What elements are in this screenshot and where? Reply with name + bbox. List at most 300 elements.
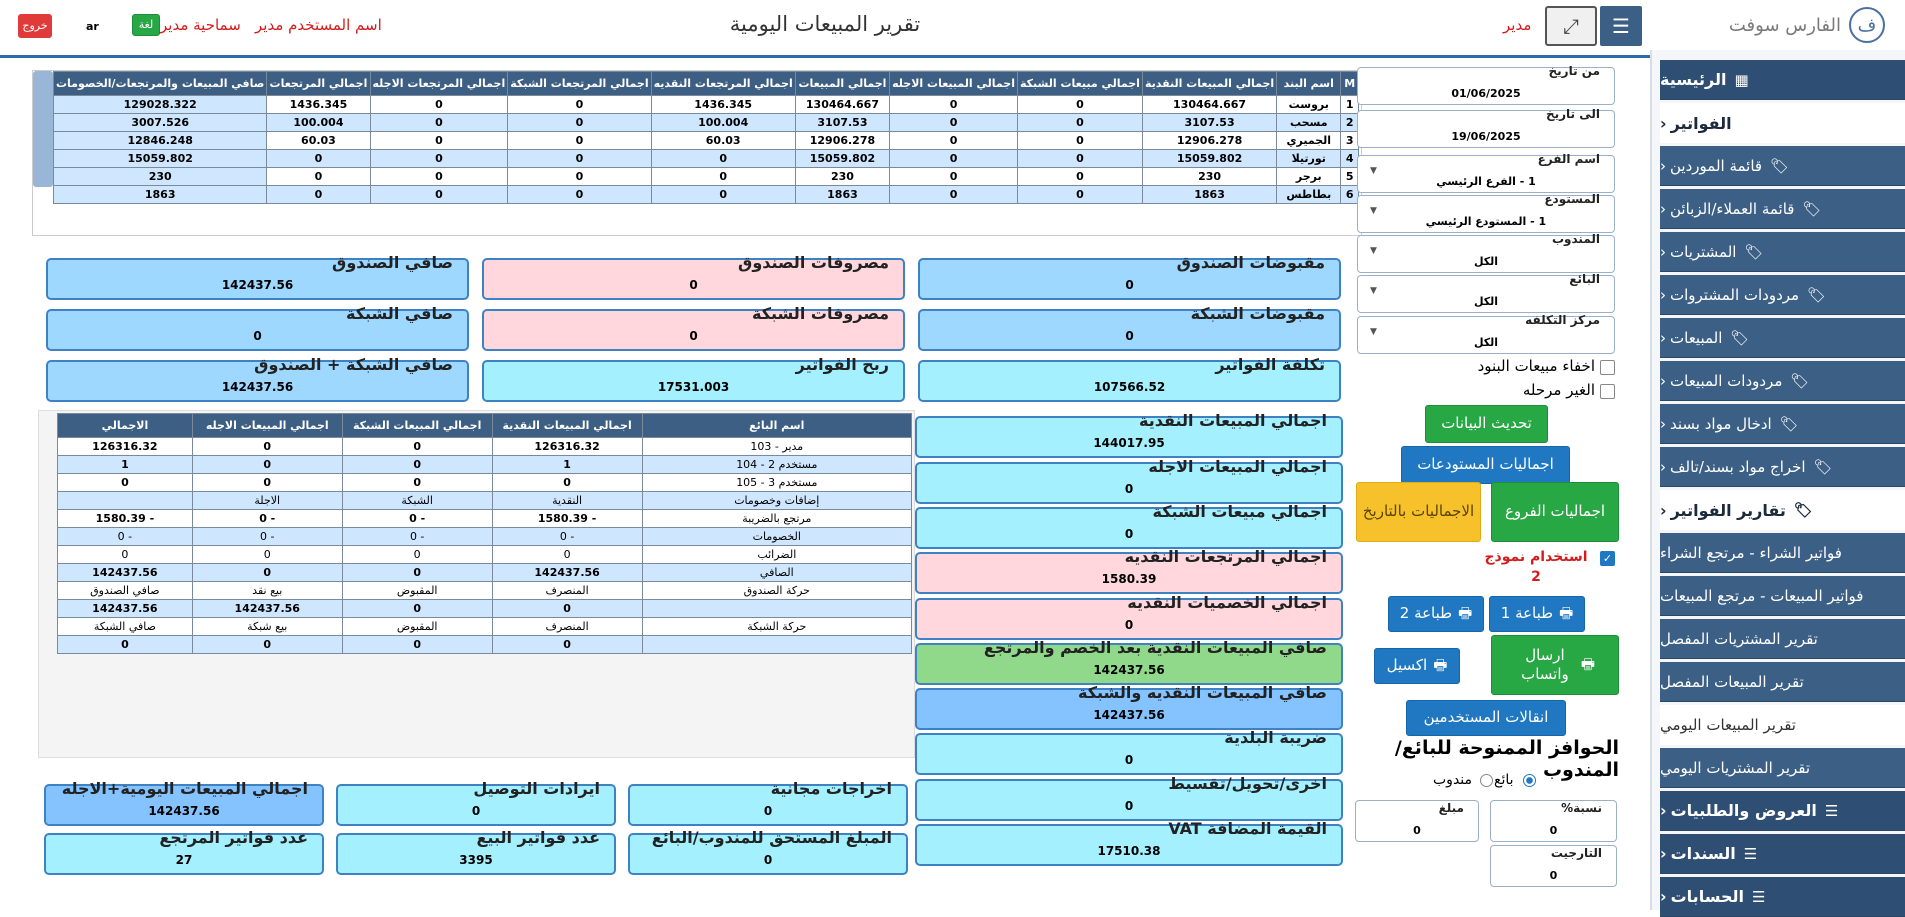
rep-radio-label: مندوب	[1433, 772, 1473, 788]
total-box	[915, 728, 1343, 775]
seller-radio-label: بائع	[1494, 772, 1514, 788]
table-cell: مرتجع بالضريبة	[642, 510, 911, 528]
table-cell: بيع نقد	[192, 582, 342, 600]
table-cell: 0	[508, 114, 651, 132]
table-cell: المنصرف	[492, 582, 642, 600]
sidebar-item[interactable]	[1660, 103, 1905, 143]
total-label: القيمة المضافة VAT	[1168, 819, 1327, 838]
table-cell: 0	[890, 168, 1018, 186]
date-totals-button[interactable]: الاجماليات بالتاريخ	[1356, 482, 1481, 542]
sidebar-item-label: الفواتير	[1670, 113, 1732, 133]
sidebar-item[interactable]	[1660, 877, 1905, 917]
total-value: 1580.39	[1101, 572, 1157, 586]
list-icon: ☰	[1752, 887, 1766, 906]
table-cell: 0 -	[192, 510, 342, 528]
sidebar-item[interactable]	[1660, 490, 1905, 530]
table-cell: 1	[492, 456, 642, 474]
sidebar-item[interactable]	[1660, 791, 1905, 831]
tag-icon: 🏷	[1779, 414, 1799, 433]
sidebar-item[interactable]	[1660, 834, 1905, 874]
table-cell: 0	[508, 186, 651, 204]
cash-box-value: 0	[1125, 278, 1134, 292]
total-label: ضريبة البلدية	[1224, 728, 1327, 747]
tag-icon: 🏷	[1730, 328, 1750, 347]
table-cell: إضافات وخصومات	[642, 492, 911, 510]
bottom-label: ايرادات التوصيل	[473, 779, 600, 798]
sidebar-item[interactable]	[1660, 748, 1905, 788]
table-row[interactable]	[54, 114, 1359, 132]
tag-icon: 🏷	[1807, 285, 1827, 304]
table-cell: 0 -	[342, 510, 492, 528]
cash-box-value: 17531.003	[657, 380, 730, 394]
amount-field[interactable]	[1355, 800, 1479, 842]
table-cell: 12906.278	[1142, 132, 1276, 150]
language-code[interactable]: ar	[86, 20, 99, 33]
table-cell: 0	[651, 150, 795, 168]
table-cell: 0	[1017, 114, 1142, 132]
user-name: اسم المستخدم مدير	[255, 16, 382, 34]
filter-value: الكل	[1473, 295, 1499, 308]
filter-label: الى تاريخ	[1545, 107, 1600, 121]
table-cell: 1863	[795, 186, 889, 204]
table-row[interactable]	[58, 492, 912, 510]
target-value: 0	[1549, 869, 1558, 882]
total-label: اجمالي المبيعات الاجله	[1148, 457, 1327, 476]
list-icon: ☰	[1743, 844, 1758, 863]
table-cell: 0	[1017, 168, 1142, 186]
table-cell: 142437.56	[492, 564, 642, 582]
sidebar-item-label: الرئيسية	[1660, 70, 1727, 89]
list-icon: ☰	[1824, 801, 1839, 820]
table-cell: 0	[342, 474, 492, 492]
sidebar-item-label: ادخال مواد بسند	[1670, 414, 1772, 433]
total-box	[915, 411, 1343, 458]
chevron-icon: ‹	[1660, 844, 1667, 863]
sidebar-item[interactable]	[1660, 275, 1905, 315]
whatsapp-button[interactable]	[1491, 635, 1619, 695]
role-label: مدير	[1503, 16, 1532, 34]
table-cell: 0	[508, 132, 651, 150]
table-cell: 0	[267, 168, 370, 186]
printer-icon: 🖶	[1433, 656, 1448, 675]
total-box	[915, 593, 1343, 640]
page-title: تقرير المبيعات اليومية	[729, 12, 921, 36]
table-cell: 230	[795, 168, 889, 186]
table-cell: الشبكة	[342, 492, 492, 510]
table-row[interactable]	[58, 600, 912, 618]
hamburger-icon: ☰	[1612, 14, 1630, 38]
sidebar-item[interactable]	[1660, 232, 1905, 272]
table-cell: 0	[370, 150, 508, 168]
language-button[interactable]: لغة	[132, 14, 160, 36]
cash-box-label: ربح الفواتير	[795, 355, 889, 374]
cash-box-value: 107566.52	[1093, 380, 1166, 394]
hide-items-checkbox[interactable]	[1600, 360, 1615, 375]
percent-value: 0	[1549, 824, 1558, 837]
table-cell: 15059.802	[1142, 150, 1276, 168]
sidebar-item[interactable]	[1660, 404, 1905, 444]
sidebar-item[interactable]	[1660, 318, 1905, 358]
total-box	[915, 502, 1343, 549]
logout-button[interactable]: خروج	[18, 14, 52, 38]
column-header: اجمالي المبيعات الشبكة	[342, 414, 492, 438]
sidebar-item[interactable]	[1660, 533, 1905, 573]
expand-icon: ⤢	[1563, 14, 1579, 38]
column-header: M	[1341, 72, 1359, 96]
chevron-icon: ‹	[1660, 285, 1666, 304]
column-header: اجمالي المبيعات	[795, 72, 889, 96]
chevron-icon: ‹	[1660, 500, 1667, 520]
print1-button[interactable]	[1489, 596, 1585, 632]
table-row[interactable]	[58, 582, 912, 600]
excel-label: اكسيل	[1386, 656, 1428, 675]
cash-box	[46, 253, 469, 300]
table-row[interactable]	[54, 168, 1359, 186]
table-row[interactable]	[54, 186, 1359, 204]
incentives-title: الحوافز الممنوحة للبائع/المندوب	[1394, 737, 1619, 781]
table-cell: 0	[267, 186, 370, 204]
printer-icon: 🖶	[1458, 604, 1473, 623]
user-transfers-button[interactable]: انقالات المستخدمين	[1406, 700, 1566, 736]
table-cell: تورتيلا	[1277, 150, 1341, 168]
tag-icon: 🏷	[1802, 199, 1822, 218]
home-icon: ▦	[1734, 70, 1749, 89]
bottom-value: 142437.56	[148, 804, 220, 818]
table-cell: 60.03	[267, 132, 370, 150]
table-cell: 0	[370, 96, 508, 114]
column-header: اجمالي المرتجعات الاجله	[370, 72, 508, 96]
sidebar-item[interactable]	[1660, 60, 1905, 100]
bottom-box	[336, 779, 616, 826]
tag-icon: 🏷	[1744, 242, 1764, 261]
table-cell	[58, 492, 193, 510]
total-label: اجمالي المبيعات النقدية	[1139, 411, 1327, 430]
filter-branch[interactable]	[1357, 152, 1615, 193]
items-table-scroll[interactable]	[32, 70, 1362, 236]
table-cell: 126316.32	[58, 438, 193, 456]
table-row[interactable]	[58, 474, 912, 492]
sidebar-item-label: فواتير المبيعات - مرتجع المبيعات	[1660, 586, 1864, 605]
cash-box-value: 0	[689, 278, 698, 292]
bottom-box	[628, 779, 908, 826]
table-cell: 142437.56	[192, 600, 342, 618]
table-cell: 15059.802	[795, 150, 889, 168]
tag-icon: 🏷	[1790, 371, 1810, 390]
table-cell: 142437.56	[58, 600, 193, 618]
table-row[interactable]	[54, 96, 1359, 114]
table-cell: برجر	[1277, 168, 1341, 186]
table-cell: 0	[192, 456, 342, 474]
total-value: 17510.38	[1097, 844, 1161, 858]
cash-box	[918, 253, 1341, 300]
sidebar-item-label: تقرير المبيعات اليومي	[1660, 716, 1796, 734]
cash-box-value: 0	[689, 329, 698, 343]
table-cell: 0	[1017, 150, 1142, 168]
seller-radio[interactable]	[1523, 774, 1536, 787]
sidebar-item-label: الحسابات	[1670, 887, 1744, 906]
total-box	[915, 547, 1343, 594]
table-cell: 0	[890, 186, 1018, 204]
unposted-checkbox[interactable]	[1600, 384, 1615, 399]
branch-totals-button[interactable]: اجماليات الفروع	[1491, 482, 1619, 542]
table-cell: 0	[890, 132, 1018, 150]
sidebar-item[interactable]	[1660, 146, 1905, 186]
tag-icon: 🏷	[1793, 501, 1813, 519]
column-header: اجمالي المبيعات الاجله	[890, 72, 1018, 96]
table-cell: صافي الشبكة	[58, 618, 193, 636]
table-cell: 0	[370, 168, 508, 186]
column-header: اجمالي المرتجعات	[267, 72, 370, 96]
total-label: اجمالي مبيعات الشبكة	[1152, 502, 1327, 521]
cash-box	[46, 304, 469, 351]
table-cell: 0	[342, 546, 492, 564]
cash-box	[46, 355, 469, 402]
sidebar	[1650, 0, 1905, 910]
brand-name: الفارس سوفت	[1728, 14, 1841, 36]
table-cell: 6	[1341, 186, 1359, 204]
table-cell: بطاطس	[1277, 186, 1341, 204]
table-cell: 15059.802	[54, 150, 267, 168]
table-cell: 0	[890, 96, 1018, 114]
fullscreen-button[interactable]	[1545, 6, 1597, 46]
total-label: اخرى/تحويل/تقسيط	[1168, 774, 1327, 793]
seller-table-wrap	[38, 410, 915, 758]
table-cell: 100.004	[267, 114, 370, 132]
table-cell: 230	[54, 168, 267, 186]
filter-label: المندوب	[1551, 232, 1600, 246]
sidebar-item-label: تقرير المشتريات المفصل	[1660, 629, 1818, 648]
sidebar-item[interactable]	[1660, 189, 1905, 229]
table-cell: 130464.667	[1142, 96, 1276, 114]
sidebar-item-label: السندات	[1670, 844, 1736, 863]
table-cell: 0	[58, 546, 193, 564]
percent-field[interactable]	[1490, 800, 1617, 842]
cash-box-value: 142437.56	[221, 380, 294, 394]
table-cell	[642, 636, 911, 654]
bottom-box	[336, 828, 616, 875]
filter-warehouse[interactable]	[1357, 192, 1615, 233]
table-cell: 3107.53	[1142, 114, 1276, 132]
table-cell: 1580.39 -	[492, 510, 642, 528]
total-box	[915, 638, 1343, 685]
total-box	[915, 819, 1343, 866]
column-header: اجمالي المبيعات النقدية	[492, 414, 642, 438]
seller-table	[57, 413, 912, 654]
amount-value: 0	[1413, 824, 1421, 837]
table-cell: 0	[342, 456, 492, 474]
sidebar-item[interactable]	[1660, 662, 1905, 702]
chevron-down-icon: ▼	[1370, 246, 1377, 256]
table-cell: 0	[192, 438, 342, 456]
filter-rep[interactable]	[1357, 232, 1615, 273]
filter-value: 1 - الفرع الرئيسي	[1436, 175, 1536, 188]
table-cell: 0	[58, 636, 193, 654]
filter-seller[interactable]	[1357, 272, 1615, 313]
bottom-box	[44, 779, 324, 826]
table-cell: 3007.526	[54, 114, 267, 132]
sidebar-item[interactable]	[1660, 447, 1905, 487]
cash-box	[482, 304, 905, 351]
sidebar-item-label: المبيعات	[1670, 328, 1723, 347]
printer-icon: 🖶	[1580, 655, 1596, 674]
filter-label: البائع	[1569, 272, 1600, 286]
table-cell: الخصومات	[642, 528, 911, 546]
table-cell: 103 - مدير	[642, 438, 911, 456]
cash-box	[918, 355, 1341, 402]
table-cell: 12906.278	[795, 132, 889, 150]
bottom-label: عدد فواتير البيع	[476, 828, 600, 847]
total-label: صافي المبيعات النقديه والشبكة	[1078, 683, 1327, 702]
table-cell: 130464.667	[795, 96, 889, 114]
table-row[interactable]	[58, 546, 912, 564]
filter-cost-center[interactable]	[1357, 313, 1615, 354]
table-row[interactable]	[58, 510, 912, 528]
total-value: 142437.56	[1093, 708, 1165, 722]
column-header: اجمالي المبيعات النقدية	[1142, 72, 1276, 96]
table-row[interactable]	[58, 438, 912, 456]
use-model-checkbox[interactable]: ✓	[1600, 551, 1615, 566]
sidebar-item-label: تقرير المشتريات اليومي	[1660, 758, 1811, 777]
table-cell: 1436.345	[267, 96, 370, 114]
table-row[interactable]	[54, 150, 1359, 168]
table-cell: 1863	[1142, 186, 1276, 204]
table-cell: بروست	[1277, 96, 1341, 114]
chevron-icon: ‹	[1660, 328, 1666, 347]
total-value: 0	[1124, 618, 1134, 632]
logo-icon: ف	[1849, 7, 1885, 43]
filter-label: من تاريخ	[1548, 64, 1600, 78]
table-row[interactable]	[58, 636, 912, 654]
sidebar-item-label: مردودات المشتروات	[1670, 285, 1800, 304]
total-value: 0	[1124, 753, 1134, 767]
total-value: 0	[1124, 482, 1134, 496]
table-cell: المنصرف	[492, 618, 642, 636]
table-cell: 0	[508, 150, 651, 168]
table-cell: 3107.53	[795, 114, 889, 132]
table-cell: 0	[492, 600, 642, 618]
table-cell: 0	[492, 474, 642, 492]
table-cell: 0	[651, 186, 795, 204]
sidebar-item[interactable]	[1660, 619, 1905, 659]
filter-value: الكل	[1473, 336, 1499, 349]
column-header: اجمالي المرتجعات النقديه	[651, 72, 795, 96]
items-table	[53, 71, 1359, 204]
table-cell: حركة الشبكة	[642, 618, 911, 636]
table-cell: 4	[1341, 150, 1359, 168]
sidebar-item[interactable]	[1660, 576, 1905, 616]
table-cell: النقدية	[492, 492, 642, 510]
table-cell: المقبوض	[342, 582, 492, 600]
chevron-icon: ‹	[1660, 199, 1666, 218]
cash-box-label: تكلفة الفواتير	[1215, 355, 1325, 374]
print1-label: طباعة 1	[1500, 604, 1554, 623]
chevron-down-icon: ▼	[1370, 286, 1377, 296]
sidebar-item-label: فواتير الشراء - مرتجع الشراء	[1660, 543, 1842, 562]
bottom-value: 0	[763, 804, 773, 818]
table-cell: 1436.345	[651, 96, 795, 114]
unposted-label: الغير مرحله	[1522, 381, 1595, 399]
total-box	[915, 457, 1343, 504]
warehouse-totals-button[interactable]: اجماليات المستودعات	[1401, 446, 1570, 484]
total-label: اجمالي الخصميات النقديه	[1127, 593, 1327, 612]
table-cell: الاجلة	[192, 492, 342, 510]
table-cell: 0	[370, 186, 508, 204]
table-cell: 0	[1017, 96, 1142, 114]
menu-toggle-button[interactable]	[1600, 6, 1642, 46]
table-cell: 0	[890, 114, 1018, 132]
table-cell: المقبوض	[342, 618, 492, 636]
filter-to-date[interactable]	[1357, 107, 1615, 148]
filter-value: الكل	[1473, 255, 1499, 268]
hide-items-label: اخفاء مبيعات البنود	[1477, 357, 1595, 375]
cash-box	[482, 355, 905, 402]
bottom-label: المبلغ المستحق للمندوب/البائع	[651, 828, 892, 847]
table-cell: الجميري	[1277, 132, 1341, 150]
table-cell: 0 -	[492, 528, 642, 546]
refresh-data-button[interactable]: تحديث البيانات	[1425, 405, 1548, 443]
total-value: 144017.95	[1093, 436, 1165, 450]
table-cell: حركة الصندوق	[642, 582, 911, 600]
cash-box-label: صافي الصندوق	[332, 253, 453, 272]
table-cell: 0	[890, 150, 1018, 168]
cash-box-value: 0	[253, 329, 262, 343]
column-header: الاجمالي	[58, 414, 193, 438]
table-cell: 142437.56	[58, 564, 193, 582]
cashier-name: سماحية مدير	[160, 16, 241, 34]
table-cell: 230	[1142, 168, 1276, 186]
chevron-icon: ‹	[1660, 414, 1666, 433]
table-row[interactable]	[58, 564, 912, 582]
sidebar-item-label: اخراج مواد بسند/تالف	[1670, 457, 1806, 476]
table-cell: 5	[1341, 168, 1359, 186]
table-row[interactable]	[54, 132, 1359, 150]
rep-radio[interactable]	[1480, 774, 1493, 787]
filter-label: اسم الفرع	[1537, 152, 1600, 166]
table-cell: 0	[342, 636, 492, 654]
table-row[interactable]	[58, 528, 912, 546]
total-value: 0	[1124, 799, 1134, 813]
bottom-label: اجمالي المبيعات اليومية+الاجله	[61, 779, 308, 798]
table-row[interactable]	[58, 456, 912, 474]
column-header: اسم البند	[1277, 72, 1341, 96]
top-bar	[0, 0, 1650, 58]
filter-from-date[interactable]	[1357, 64, 1615, 105]
table-cell: 1863	[54, 186, 267, 204]
cash-box-label: مصروفات الصندوق	[738, 253, 889, 272]
table-scrollbar[interactable]	[33, 71, 53, 187]
table-cell: 3	[1341, 132, 1359, 150]
bottom-value: 0	[471, 804, 481, 818]
table-cell	[642, 600, 911, 618]
total-label: اجمالي المرتجعات النقديه	[1124, 547, 1327, 566]
total-value: 0	[1124, 527, 1134, 541]
sidebar-item[interactable]	[1660, 361, 1905, 401]
table-cell: 1	[1341, 96, 1359, 114]
table-cell: 0	[192, 564, 342, 582]
sidebar-item-label: العروض والطلبيات	[1670, 801, 1817, 820]
tag-icon: 🏷	[1813, 457, 1833, 476]
cash-box-label: مقبوضات الشبكة	[1190, 304, 1325, 323]
table-cell: 0	[1017, 132, 1142, 150]
excel-button[interactable]	[1374, 648, 1460, 684]
print2-button[interactable]	[1388, 596, 1484, 632]
sidebar-item[interactable]	[1660, 705, 1905, 745]
target-field[interactable]	[1490, 845, 1617, 887]
table-cell: 0	[342, 564, 492, 582]
use-model-label: استخدام نموذج 2	[1484, 549, 1588, 585]
table-row[interactable]	[58, 618, 912, 636]
table-cell: 0 -	[58, 528, 193, 546]
